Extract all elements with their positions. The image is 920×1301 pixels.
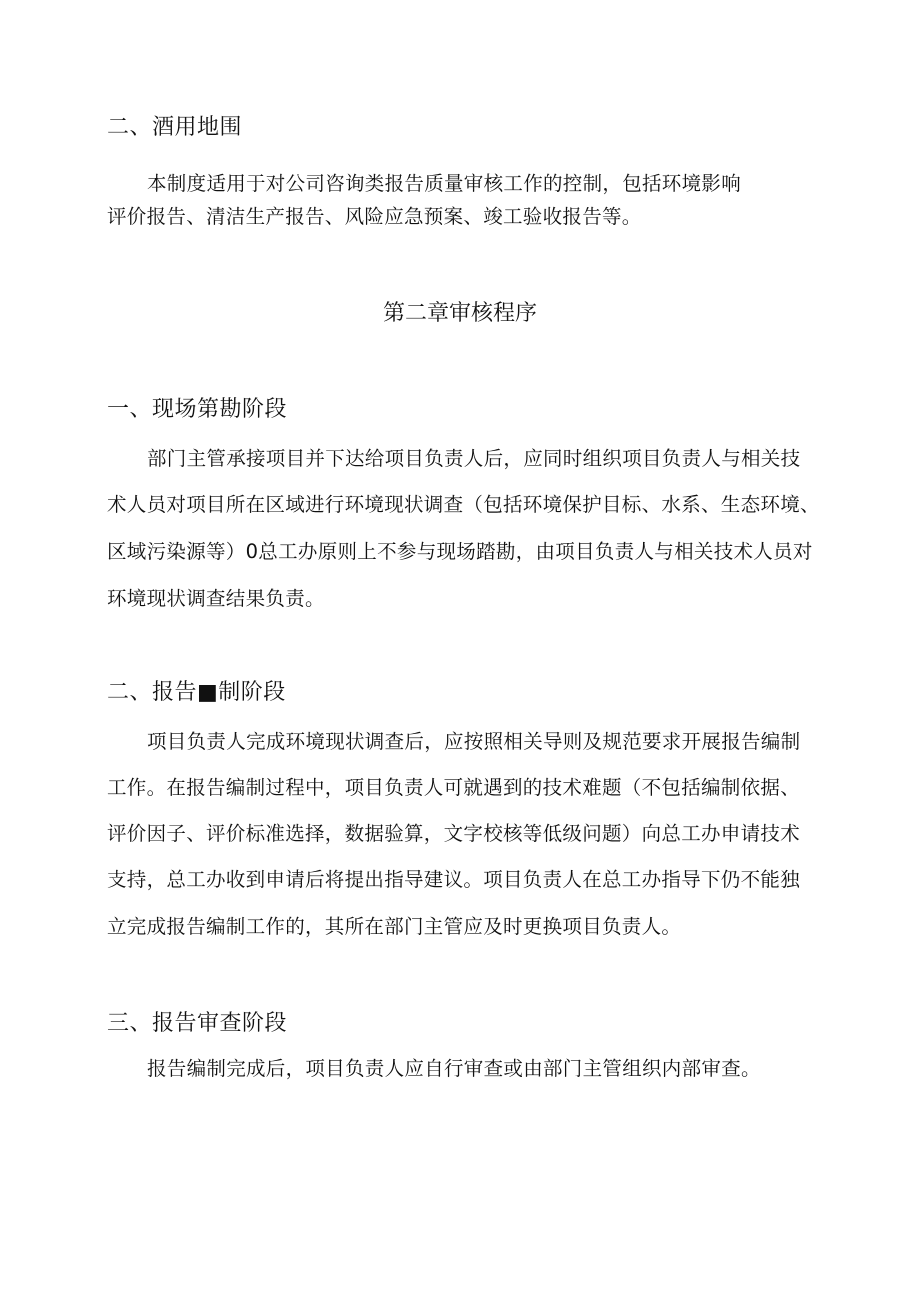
paragraph-line: 项目负责人完成环境现状调查后，应按照相关导则及规范要求开展报告编制 [147,730,801,753]
paragraph-line: 本制度适用于对公司咨询类报告质量审核工作的控制，包括环境影响 [147,172,742,195]
paragraph-line: 工作。在报告编制过程中，项目负责人可就遇到的技术难题（不包括编制依据、 [107,776,801,799]
section-heading-scope: 二、酒用地围 [107,115,243,140]
paragraph-line: 评价因子、评价标准选择，数据验算，文字校核等低级问题）向总工办申请技术 [107,822,801,845]
section-heading-survey: 一、现场第勘阶段 [107,397,288,422]
paragraph-line: 报告编制完成后，项目负责人应自行审查或由部门主管组织内部审查。 [147,1057,761,1080]
paragraph-line: 立完成报告编制工作的，其所在部门主管应及时更换项目负责人。 [107,915,682,938]
paragraph-line: 术人员对项目所在区域进行环境现状调查（包括环境保护目标、水系、生态环境、 [107,493,820,516]
paragraph-line: 区域污染源等）0总工办原则上不参与现场踏勘，由项目负责人与相关技术人员对 [107,540,813,563]
section-heading-prepare: 二、报告■制阶段 [107,680,286,705]
paragraph-line: 评价报告、清洁生产报告、风险应急预案、竣工验收报告等。 [107,205,642,228]
paragraph-line: 支持，总工办收到申请后将提出指导建议。项目负责人在总工办指导下仍不能独 [107,868,801,891]
chapter-title: 第二章审核程序 [382,301,537,326]
paragraph-line: 部门主管承接项目并下达给项目负责人后，应同时组织项目负责人与相关技 [147,447,801,470]
paragraph-line: 环境现状调查结果负责。 [107,587,325,610]
section-heading-review: 三、报告审查阶段 [107,1011,288,1036]
